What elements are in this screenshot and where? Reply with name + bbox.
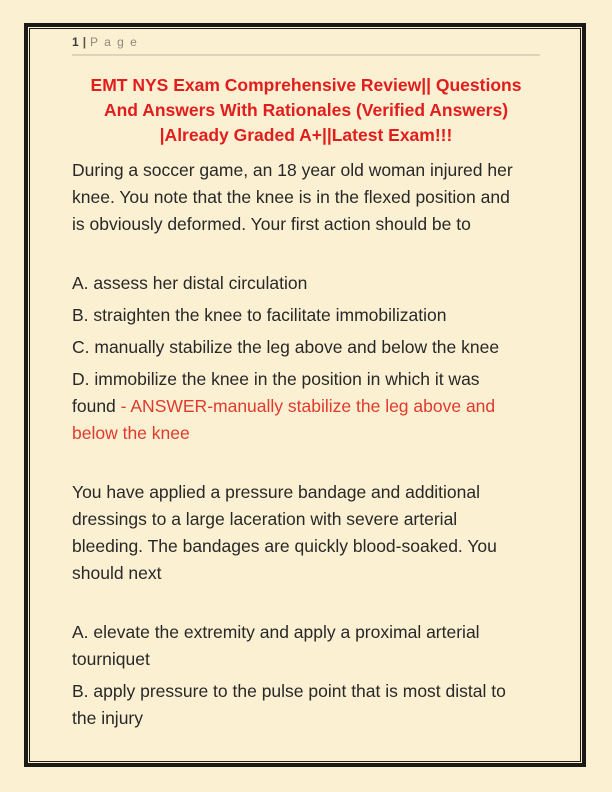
answer-option: A. assess her distal circulation — [72, 273, 308, 293]
page-word: P a g e — [90, 35, 139, 49]
question-stem: During a soccer game, an 18 year old woman injured her knee. You note that the knee is in the flexed position and is obviously deformed. Your first action should be to — [72, 160, 513, 234]
answer-option — [72, 366, 522, 447]
answer-option: B. apply pressure to the pulse point that is most distal to the injury — [72, 681, 506, 728]
answer-option: B. straighten the knee to facilitate immobilization — [72, 305, 447, 325]
page-header — [72, 34, 540, 56]
question-stem: You have applied a pressure bandage and additional dressings to a large laceration with severe arterial bleeding. The bandages are quickly blood-soaked. You should next — [72, 482, 497, 583]
paragraph-spacer — [72, 592, 540, 619]
answer-option: C. manually stabilize the leg above and below the knee — [72, 337, 500, 357]
page-number-separator: | — [82, 35, 87, 49]
answer-option-text: D. immobilize the knee in the position in which it was found — [72, 369, 480, 416]
answer-option: A. elevate the extremity and apply a proximal arterial tourniquet — [72, 622, 480, 669]
paragraph-spacer — [72, 452, 540, 479]
page-frame-inner — [29, 28, 581, 762]
answer-key-text: - ANSWER-manually stabilize the leg above and below the knee — [72, 396, 496, 443]
page-number: 1 — [72, 35, 79, 49]
page-content — [72, 34, 540, 732]
page-frame — [24, 23, 586, 767]
document-title: EMT NYS Exam Comprehensive Review|| Questions And Answers With Rationales (Verified Answers) |Already Graded A+||Latest Exam!!! — [90, 75, 522, 145]
paragraph-spacer — [72, 243, 540, 270]
